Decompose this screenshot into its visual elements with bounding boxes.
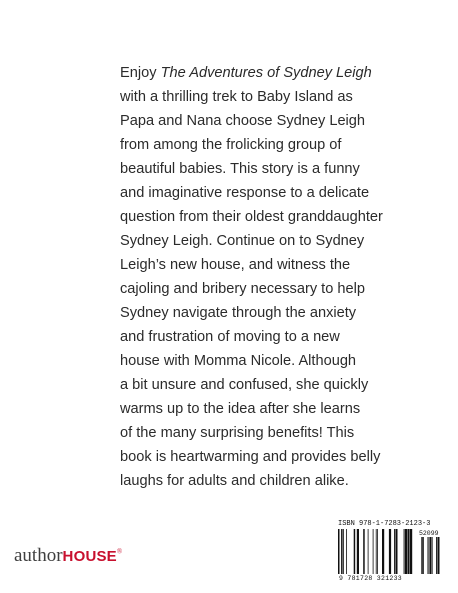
blurb-line xyxy=(120,61,440,85)
isbn-label: ISBN 978-1-7283-2123-3 xyxy=(338,520,431,528)
blurb-text: Enjoy xyxy=(120,65,161,81)
blurb-line: warms up to the idea after she learns xyxy=(120,401,361,417)
addon-bar xyxy=(428,537,429,574)
barcode-bar xyxy=(404,529,405,574)
barcode-bar xyxy=(368,529,369,574)
barcode-bar xyxy=(394,529,396,574)
book-title: The Adventures of Sydney Leigh xyxy=(160,65,372,81)
back-cover-blurb xyxy=(120,61,440,493)
addon-bar xyxy=(423,537,424,574)
addon-bar xyxy=(421,537,423,574)
barcode-bar xyxy=(346,529,347,574)
blurb-line: question from their oldest granddaughter xyxy=(120,209,383,225)
blurb-line: and imaginative response to a delicate xyxy=(120,185,370,201)
logo-author-text: author xyxy=(14,545,63,566)
barcode-bar xyxy=(405,529,407,574)
blurb-line: Sydney navigate through the anxiety xyxy=(120,305,357,321)
registered-mark: ® xyxy=(116,547,123,556)
blurb-line: Papa and Nana choose Sydney Leigh xyxy=(120,113,366,129)
barcode-bars xyxy=(337,529,441,575)
addon-bar xyxy=(436,537,438,574)
authorhouse-logo xyxy=(14,545,122,567)
addon-bar xyxy=(430,537,432,574)
barcode-bar xyxy=(338,529,340,574)
barcode-bar xyxy=(382,529,384,574)
logo-house-text: HOUSE xyxy=(62,548,117,565)
blurb-line: with a thrilling trek to Baby Island as xyxy=(120,89,353,105)
blurb-line: beautiful babies. This story is a funny xyxy=(120,161,360,177)
barcode-bar xyxy=(389,529,391,574)
blurb-line: and frustration of moving to a new xyxy=(120,329,340,345)
blurb-line: of the many surprising benefits! This xyxy=(120,425,355,441)
barcode-bar xyxy=(343,529,344,574)
addon-bar xyxy=(432,537,433,574)
barcode-bar xyxy=(357,529,359,574)
blurb-line: Leigh’s new house, and witness the xyxy=(120,257,351,273)
price-addon-code: 52099 xyxy=(419,530,439,537)
blurb-line: cajoling and bribery necessary to help xyxy=(120,281,365,297)
addon-bar xyxy=(438,537,440,574)
barcode-bar xyxy=(407,529,409,574)
blurb-line: a bit unsure and confused, she quickly xyxy=(120,377,369,393)
isbn-barcode xyxy=(337,520,441,584)
barcode-bar xyxy=(341,529,343,574)
barcode-bar xyxy=(410,529,412,574)
blurb-line: book is heartwarming and provides belly xyxy=(120,449,381,465)
barcode-bar xyxy=(354,529,356,574)
barcode-bar xyxy=(363,529,365,574)
barcode-bar xyxy=(377,529,378,574)
blurb-line: laughs for adults and children alike. xyxy=(120,473,349,489)
barcode-bar xyxy=(373,529,374,574)
barcode-bar xyxy=(376,529,377,574)
barcode-digits: 9 781728 321233 xyxy=(339,575,403,582)
blurb-line: Sydney Leigh. Continue on to Sydney xyxy=(120,233,365,249)
blurb-line: from among the frolicking group of xyxy=(120,137,342,153)
blurb-line: house with Momma Nicole. Although xyxy=(120,353,357,369)
addon-bar xyxy=(429,537,430,574)
barcode-bar xyxy=(396,529,398,574)
